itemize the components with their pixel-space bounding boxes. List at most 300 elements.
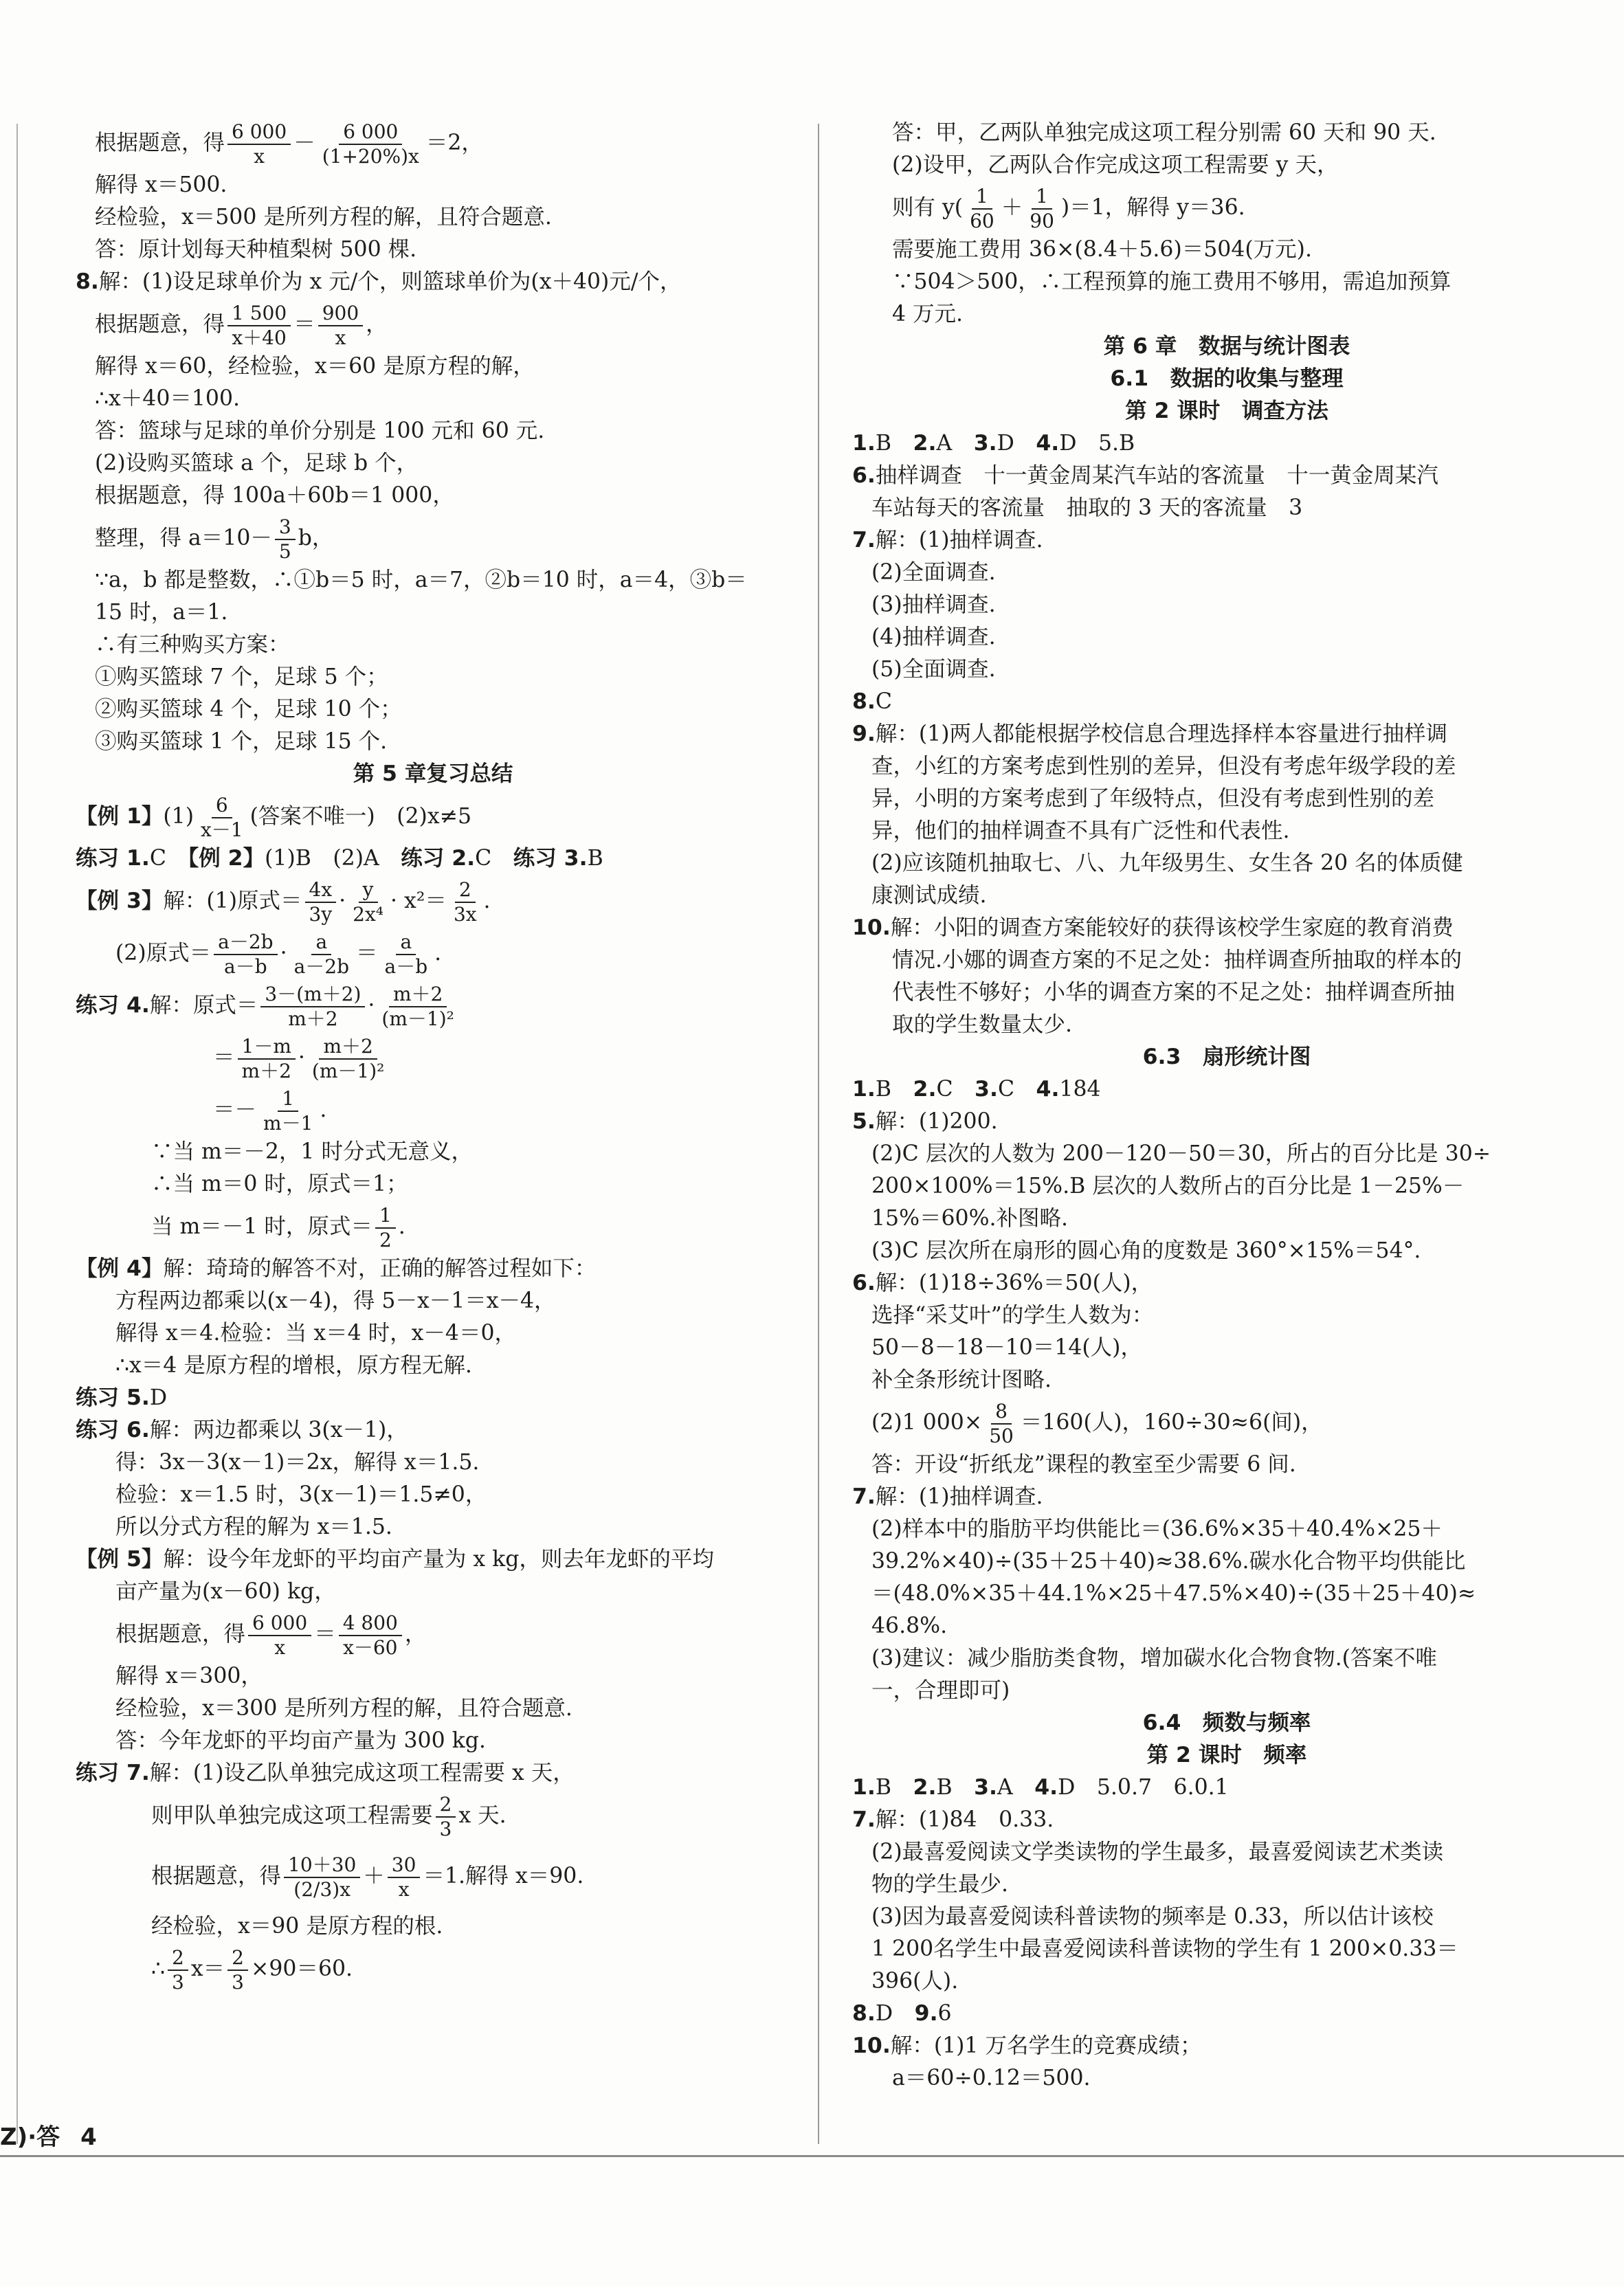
line-text: 选择“采艾叶”的学生人数为：	[871, 1303, 1154, 1328]
question-number: 3.	[973, 431, 997, 456]
fraction	[238, 1035, 296, 1083]
answer-line	[852, 1675, 1601, 1707]
fraction-denominator: 60	[970, 209, 994, 232]
line-text: ＋	[1001, 195, 1023, 220]
answer-line	[76, 266, 790, 298]
answer-line	[852, 1998, 1601, 2030]
line-text: 解：(1)设乙队单独完成这项工程需要 x 天，	[149, 1761, 575, 1785]
fraction	[284, 1853, 360, 1901]
fraction-denominator: 3	[439, 1817, 452, 1840]
answer-line	[76, 201, 790, 234]
answer-line	[852, 2030, 1601, 2062]
line-text: 解得 x＝4.检验：当 x＝4 时，x－4＝0，	[115, 1321, 517, 1346]
fraction	[375, 1204, 396, 1252]
fraction	[985, 1400, 1018, 1448]
answer-line	[852, 621, 1601, 654]
line-text: ，	[366, 312, 388, 337]
fraction	[248, 1611, 311, 1660]
question-number: 练习 2.	[401, 846, 476, 871]
line-text: 答：开设“折纸龙”课程的教室至少需要 6 间.	[871, 1452, 1296, 1477]
fraction-numerator: 1	[375, 1204, 396, 1229]
section-heading: 6.1 数据的收集与整理	[1110, 366, 1344, 391]
line-text: .	[398, 1214, 405, 1239]
fraction-numerator: a－2b	[214, 930, 277, 955]
answer-line	[76, 1789, 790, 1842]
line-text: 整理，得 a＝10－	[95, 526, 272, 550]
line-text: 根据题意，得	[151, 1864, 282, 1888]
question-number: 6.	[852, 1271, 876, 1295]
answer-line	[76, 1136, 790, 1168]
line-text: ＝1.解得 x＝90.	[423, 1864, 584, 1888]
answer-line	[852, 977, 1601, 1009]
fraction	[381, 930, 432, 979]
fraction	[348, 878, 388, 926]
fraction-denominator: 3	[172, 1970, 184, 1994]
column-separator	[818, 124, 819, 2144]
fraction	[305, 878, 337, 926]
line-text: 15 时，a＝1.	[95, 600, 228, 625]
section-heading: 第 5 章复习总结	[353, 761, 513, 786]
line-text: .	[434, 941, 442, 966]
section-heading: 第 6 章 数据与统计图表	[1103, 334, 1350, 359]
line-text: ∴当 m＝0 时，原式＝1；	[151, 1172, 408, 1196]
question-number: 7.	[852, 528, 876, 553]
question-number: 【例 4】	[76, 1256, 164, 1281]
answer-line	[852, 1513, 1601, 1546]
line-text: 则甲队单独完成这项工程需要	[151, 1803, 433, 1828]
fraction-denominator: 3y	[309, 902, 333, 926]
line-text: ＝－	[213, 1097, 257, 1122]
fraction-denominator: x	[335, 326, 346, 349]
line-text: ·	[368, 993, 375, 1018]
section-heading: 第 2 课时 调查方法	[1125, 399, 1328, 423]
line-text: 4 万元.	[892, 302, 964, 326]
line-text: C	[875, 689, 892, 714]
section-heading: 6.3 扇形统计图	[1142, 1045, 1311, 1069]
line-text: ∴x＝4 是原方程的增根，原方程无解.	[115, 1353, 472, 1378]
line-text: 异，他们的抽样调查不具有广泛性和代表性.	[871, 818, 1290, 843]
line-text: a＝60÷0.12＝500.	[892, 2066, 1091, 2090]
fraction-denominator: a－b	[224, 955, 267, 978]
answer-line	[76, 790, 790, 843]
question-number: 8.	[76, 269, 99, 294]
question-number: 5.	[852, 1109, 876, 1134]
left-column	[76, 117, 790, 1995]
fraction	[290, 930, 353, 979]
line-text: 情况.小娜的调查方案的不足之处：抽样调查所抽取的样本的	[892, 948, 1462, 972]
question-number: 练习 6.	[76, 1418, 150, 1442]
answer-line	[852, 1642, 1601, 1675]
line-text: 亩产量为(x－60) kg，	[115, 1579, 336, 1604]
line-text: D	[875, 2001, 915, 2026]
fraction	[227, 302, 291, 350]
line-text: 经检验，x＝90 是原方程的根.	[151, 1914, 443, 1939]
line-text: ∴	[151, 1956, 166, 1981]
question-number: 7.	[852, 1484, 876, 1509]
fraction-denominator: a－2b	[293, 955, 350, 978]
answer-line	[76, 1943, 790, 1995]
answer-line	[852, 912, 1601, 944]
line-text: 需要施工费用 36×(8.4＋5.6)＝504(万元).	[892, 237, 1312, 262]
line-text: ∴x＋40＝100.	[95, 386, 241, 411]
fraction-numerator: 2	[227, 1946, 248, 1971]
fraction-denominator: 3x	[453, 902, 477, 926]
answer-line	[76, 1253, 790, 1285]
answer-line	[852, 1901, 1601, 1933]
answer-line	[76, 1285, 790, 1317]
line-text: 答：甲，乙两队单独完成这项工程分别需 60 天和 90 天.	[892, 120, 1436, 145]
fraction-denominator: x－60	[343, 1636, 398, 1659]
line-text: ＝	[293, 312, 315, 337]
line-text: B	[936, 1775, 975, 1800]
line-text: (2)样本中的脂肪平均供能比＝(36.6%×35＋40.4%×25＋	[871, 1517, 1443, 1541]
answer-line	[76, 350, 790, 383]
line-text: 解：原式＝	[149, 993, 258, 1018]
answer-line	[852, 1481, 1601, 1513]
line-text: C	[936, 1077, 975, 1102]
answer-line	[852, 427, 1601, 460]
line-text: 解：(1)两人都能根据学校信息合理选择样本容量进行抽样调	[875, 722, 1448, 746]
answer-line	[852, 1138, 1601, 1170]
answer-line	[852, 524, 1601, 557]
answer-line	[76, 1168, 790, 1201]
answer-line	[852, 492, 1601, 524]
answer-line	[852, 718, 1601, 750]
answer-line	[76, 512, 790, 564]
answer-line	[852, 1836, 1601, 1868]
line-text: 异，小明的方案考虑到了年级特点，但没有考虑到性别的差	[871, 786, 1435, 811]
answer-line	[76, 234, 790, 266]
fraction	[214, 930, 277, 979]
fraction	[1025, 185, 1058, 233]
fraction	[318, 302, 363, 350]
line-text: (2)最喜爱阅读文学类读物的学生最多，最喜爱阅读艺术类读	[871, 1840, 1444, 1864]
question-number: 10.	[852, 915, 891, 940]
line-text: 补全条形统计图略.	[871, 1368, 1052, 1392]
left-margin-rule	[16, 124, 18, 2144]
fraction	[227, 120, 291, 168]
answer-line	[852, 654, 1601, 686]
answer-line	[76, 447, 790, 480]
line-text: ①购买篮球 7 个，足球 5 个；	[95, 665, 388, 689]
question-number: 10.	[852, 2033, 891, 2058]
question-number: 7.	[852, 1807, 876, 1832]
fraction-numerator: a	[396, 930, 416, 955]
answer-line	[852, 1203, 1601, 1235]
fraction	[168, 1946, 188, 1994]
line-text: 解得 x＝500.	[95, 172, 227, 197]
line-text: ＝	[356, 941, 378, 966]
line-text: 得：3x－3(x－1)＝2x，解得 x＝1.5.	[115, 1450, 480, 1475]
fraction-numerator: 10＋30	[284, 1853, 360, 1878]
line-text: (4)抽样调查.	[871, 625, 996, 649]
fraction-numerator: y	[359, 878, 378, 903]
fraction	[436, 1793, 456, 1841]
line-text: 物的学生最少.	[871, 1872, 1009, 1897]
question-number: 9.	[852, 722, 876, 746]
answer-line	[76, 1576, 790, 1608]
fraction-numerator: m＋2	[319, 1035, 377, 1060]
fraction-numerator: 4x	[305, 878, 337, 903]
question-number: 【例 3】	[76, 889, 164, 913]
line-text: · x²＝	[390, 889, 447, 913]
fraction-denominator: x	[398, 1877, 410, 1901]
answer-line	[852, 1235, 1601, 1267]
line-text: .	[483, 889, 491, 913]
answer-line	[852, 557, 1601, 589]
line-text: ②购买篮球 4 个，足球 10 个；	[95, 697, 402, 722]
line-text: ＋	[363, 1864, 385, 1888]
line-text: 检验：x＝1.5 时，3(x－1)＝1.5≠0，	[115, 1482, 487, 1507]
line-text: 代表性不够好；小华的调查方案的不足之处：抽样调查所抽	[892, 980, 1456, 1005]
line-text: C	[149, 846, 188, 871]
fraction-denominator: 90	[1030, 209, 1054, 232]
line-text: 解：(1)84 0.33.	[875, 1807, 1054, 1832]
question-number: 4.	[1036, 1077, 1060, 1102]
line-text: 解：(1)200.	[875, 1109, 998, 1134]
line-text: (2)C 层次的人数为 200－120－50＝30，所占的百分比是 30÷	[871, 1141, 1491, 1166]
answer-line	[852, 589, 1601, 621]
question-number: 2.	[913, 1775, 937, 1800]
fraction	[227, 1946, 248, 1994]
fraction-numerator: 3	[275, 515, 296, 540]
line-text: b，	[298, 526, 334, 550]
question-number: 【例 5】	[76, 1547, 164, 1572]
section-heading: 第 2 课时 频率	[1146, 1743, 1307, 1767]
answer-line	[76, 1084, 790, 1136]
line-text: ·	[280, 941, 287, 966]
line-text: (1)	[163, 804, 194, 829]
line-text: ×90＝60.	[250, 1956, 353, 1981]
answer-line	[852, 1578, 1601, 1610]
answer-line	[76, 480, 790, 512]
answer-line	[76, 693, 790, 726]
answer-line	[76, 1447, 790, 1479]
answer-line	[76, 1757, 790, 1789]
line-text: B	[587, 846, 603, 871]
answer-line	[852, 2062, 1601, 2095]
answer-line	[852, 1332, 1601, 1364]
question-number: 练习 3.	[513, 846, 588, 871]
line-text: ，	[404, 1622, 427, 1647]
answer-line	[76, 1842, 790, 1910]
line-text: ·	[339, 889, 346, 913]
answer-line	[852, 1106, 1601, 1138]
line-text: C	[997, 1077, 1036, 1102]
line-text: (2)设购买篮球 a 个，足球 b 个，	[95, 451, 419, 476]
line-text: 解：两边都乘以 3(x－1)，	[149, 1418, 408, 1442]
fraction-numerator: 30	[388, 1853, 421, 1878]
line-text: 解得 x＝60，经检验，x＝60 是原方程的解，	[95, 354, 535, 379]
answer-line	[852, 266, 1601, 298]
fraction-denominator: (2/3)x	[293, 1877, 351, 1901]
line-text: (3)抽样调查.	[871, 592, 996, 617]
answer-line	[852, 1267, 1601, 1299]
answer-line	[852, 1299, 1601, 1332]
question-number: 练习 4.	[76, 993, 150, 1018]
answer-line	[76, 1693, 790, 1725]
line-text: (2)全面调查.	[871, 560, 996, 585]
line-text: 解：小阳的调查方案能较好的获得该校学生家庭的教育消费	[890, 915, 1454, 940]
line-text: 康测试成绩.	[871, 883, 987, 908]
answer-line	[852, 1610, 1601, 1642]
line-text: 取的学生数量太少.	[892, 1012, 1073, 1037]
answer-line	[76, 1414, 790, 1447]
fraction-numerator: 1	[1032, 185, 1052, 210]
line-text: (2)设甲，乙两队合作完成这项工程需要 y 天，	[892, 153, 1339, 177]
answer-line	[852, 815, 1601, 847]
answer-line	[76, 298, 790, 350]
fraction-numerator: 6 000	[248, 1611, 311, 1636]
fraction-numerator: 1 500	[227, 302, 291, 326]
line-text: (5)全面调查.	[871, 657, 996, 682]
line-text: 答：原计划每天种植梨树 500 棵.	[95, 237, 417, 262]
answer-line	[852, 1868, 1601, 1901]
line-text: 经检验，x＝300 是所列方程的解，且符合题意.	[115, 1696, 572, 1721]
line-text: D 5.B	[1059, 431, 1135, 456]
answer-line	[852, 1364, 1601, 1396]
line-text: ∵a，b 都是整数，∴①b＝5 时，a＝7，②b＝10 时，a＝4，③b＝	[95, 568, 747, 592]
fraction-numerator: 2	[436, 1793, 456, 1818]
answer-line	[76, 415, 790, 447]
page-number: 4	[80, 2123, 97, 2151]
answer-line	[852, 783, 1601, 815]
fraction-denominator: m＋2	[288, 1007, 338, 1030]
line-text: x 天.	[458, 1803, 507, 1828]
fraction-denominator: (1+20%)x	[322, 144, 419, 168]
line-text: 解：(1)设足球单价为 x 元/个，则篮球单价为(x＋40)元/个，	[98, 269, 682, 294]
line-text: 15%＝60%.补图略.	[871, 1206, 1069, 1231]
fraction-numerator: 3－(m＋2)	[260, 983, 365, 1007]
answer-line	[852, 117, 1601, 149]
question-number: 3.	[975, 1077, 998, 1102]
fraction	[260, 983, 365, 1031]
line-text: 解：(1)原式＝	[163, 889, 302, 913]
line-text: C	[475, 846, 513, 871]
answer-line	[76, 1511, 790, 1543]
line-text: B	[875, 1775, 913, 1800]
line-text: .	[320, 1097, 327, 1122]
answer-line	[76, 596, 790, 629]
line-text: 根据题意，得	[95, 312, 225, 337]
line-text: ＝2，	[425, 131, 483, 155]
question-number: 6.	[852, 463, 876, 488]
line-text: 6	[937, 2001, 952, 2026]
line-text: 50－8－18－10＝14(人)，	[871, 1335, 1142, 1360]
fraction-numerator: 6 000	[339, 120, 402, 145]
fraction-denominator: x	[274, 1636, 285, 1659]
fraction-denominator: x	[254, 144, 265, 168]
answer-line	[76, 1725, 790, 1757]
fraction	[197, 794, 247, 842]
fraction	[966, 185, 999, 233]
line-text: 解：(1)1 万名学生的竞赛成绩；	[890, 2033, 1202, 2058]
line-text: (3)建议：减少脂肪类食物，增加碳水化合物食物.(答案不唯	[871, 1646, 1437, 1671]
answer-line	[852, 1546, 1601, 1578]
fraction	[388, 1853, 421, 1901]
fraction-numerator: 4 800	[339, 1611, 402, 1636]
fraction	[318, 120, 423, 168]
answer-line	[76, 875, 790, 927]
answer-line	[76, 629, 790, 661]
question-number: 4.	[1036, 431, 1060, 456]
line-text: B	[875, 1077, 913, 1102]
line-text: )＝1，解得 y＝36.	[1060, 195, 1245, 220]
fraction	[275, 515, 296, 564]
fraction-numerator: 8	[991, 1400, 1012, 1425]
question-number: 8.	[852, 2001, 876, 2026]
line-text: 46.8%.	[871, 1614, 948, 1638]
line-text: A	[936, 431, 974, 456]
fraction-denominator: (m－1)²	[381, 1007, 454, 1030]
line-text: ＝160(人)，160÷30≈6(间)，	[1020, 1410, 1323, 1435]
answer-line	[852, 1772, 1601, 1804]
fraction-denominator: (m－1)²	[311, 1059, 385, 1082]
line-text: 解：琦琦的解答不对，正确的解答过程如下：	[163, 1256, 597, 1281]
answer-line	[76, 843, 790, 875]
line-text: 解得 x＝300，	[115, 1664, 263, 1688]
question-number: 【例 2】	[188, 846, 265, 871]
question-number: 3.	[974, 1775, 997, 1800]
fraction	[449, 878, 481, 926]
line-text: ∵当 m＝－2，1 时分式无意义，	[151, 1139, 473, 1164]
line-text: 根据题意，得	[95, 131, 225, 155]
line-text: ∴有三种购买方案：	[95, 632, 290, 657]
line-text: ＝	[213, 1045, 235, 1070]
answer-line	[852, 460, 1601, 492]
question-number: 练习 7.	[76, 1761, 150, 1785]
answer-line	[76, 1608, 790, 1660]
line-text: 经检验，x＝500 是所列方程的解，且符合题意.	[95, 205, 552, 230]
answer-line	[852, 234, 1601, 266]
answer-line	[76, 726, 790, 758]
line-text: (1)B (2)A	[265, 846, 401, 871]
answer-line	[76, 1382, 790, 1414]
line-text: ·	[298, 1045, 305, 1070]
fraction-numerator: 2	[168, 1946, 188, 1971]
line-text: 解：(1)18÷36%＝50(人)，	[875, 1271, 1153, 1295]
answer-line	[852, 298, 1601, 331]
line-text: 根据题意，得	[115, 1622, 246, 1647]
answer-line	[76, 979, 790, 1031]
line-text: 184	[1059, 1077, 1101, 1102]
answer-line	[76, 1910, 790, 1943]
answer-line	[852, 847, 1601, 880]
fraction	[377, 983, 458, 1031]
question-number: 4.	[1034, 1775, 1058, 1800]
line-text: 车站每天的客流量 抽取的 3 天的客流量 3	[871, 495, 1303, 520]
answer-line	[852, 1073, 1601, 1106]
answer-line	[76, 1317, 790, 1350]
line-text: B	[875, 431, 913, 456]
fraction	[339, 1611, 402, 1660]
line-text: ∵504＞500，∴工程预算的施工费用不够用，需追加预算	[892, 269, 1451, 294]
answer-line	[76, 927, 790, 979]
line-text: 答：今年龙虾的平均亩产量为 300 kg.	[115, 1728, 486, 1753]
answer-line	[852, 1933, 1601, 1965]
answer-line	[852, 1449, 1601, 1481]
fraction-denominator: x－1	[201, 818, 243, 841]
line-text: ③购买篮球 1 个，足球 15 个.	[95, 729, 388, 754]
answer-line	[76, 1350, 790, 1382]
line-text: 396(人).	[871, 1969, 959, 1994]
answer-line	[852, 1804, 1601, 1836]
line-text: ＝	[314, 1622, 336, 1647]
question-number: 8.	[852, 689, 876, 714]
line-text: 方程两边都乘以(x－4)，得 5－x－1＝x－4，	[115, 1288, 556, 1313]
fraction-numerator: 6	[212, 794, 232, 818]
line-text: 一，合理即可)	[871, 1678, 1010, 1703]
